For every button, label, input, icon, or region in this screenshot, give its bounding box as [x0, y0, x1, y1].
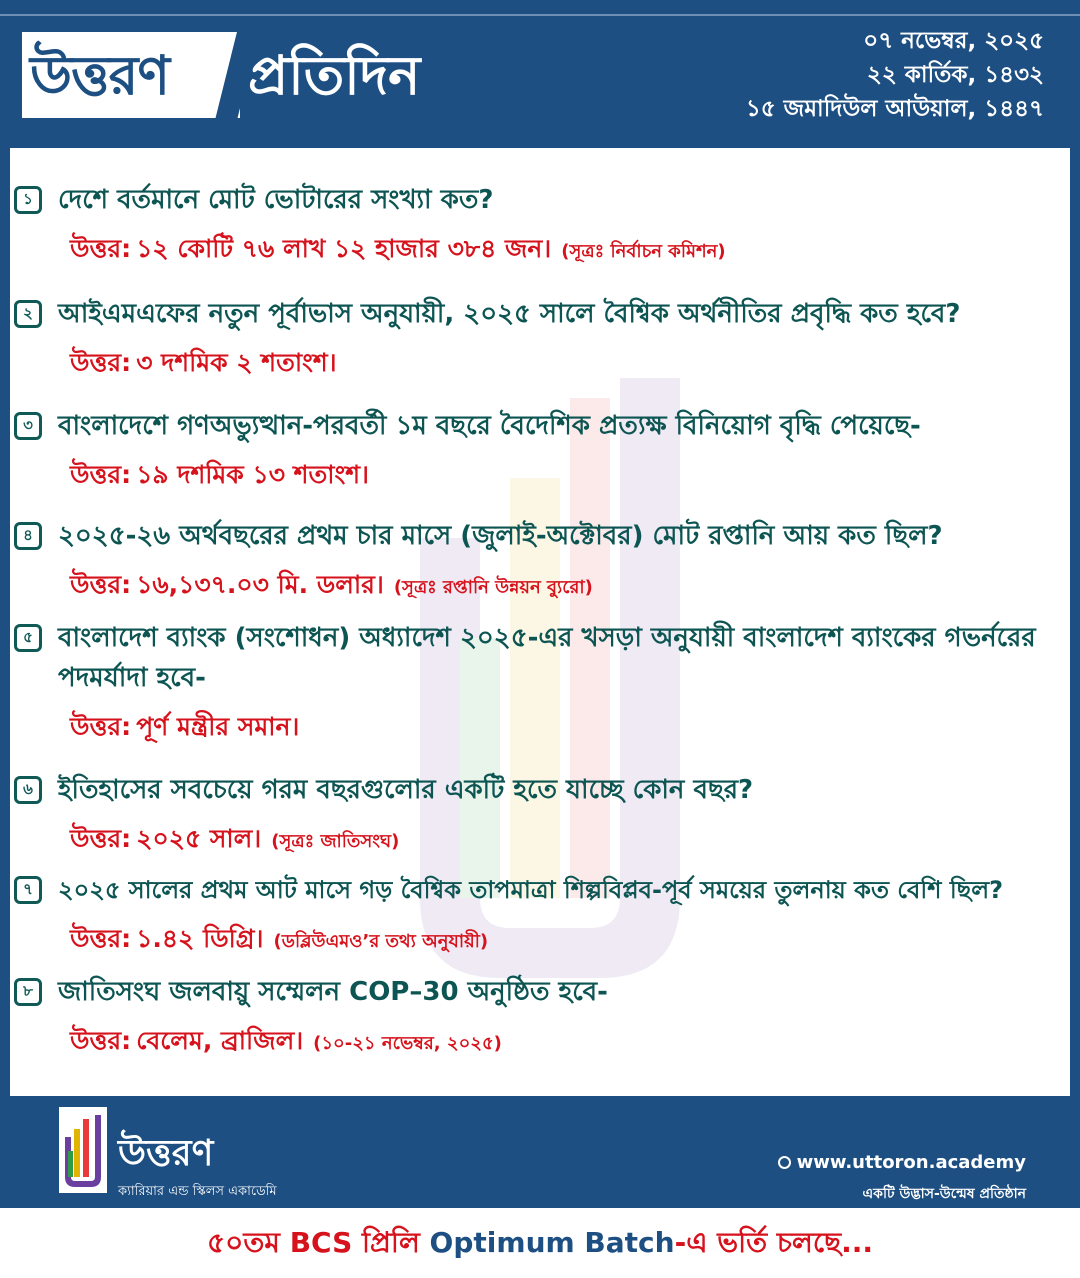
question-text: বাংলাদেশে গণঅভ্যুত্থান-পরবর্তী ১ম বছরে বৈদেশিক প্রত্যক্ষ বিনিয়োগ বৃদ্ধি পেয়েছে-: [58, 411, 921, 441]
answer-label: উত্তর:: [70, 1026, 132, 1055]
answer-text: ৩ দশমিক ২ শতাংশ।: [136, 348, 337, 377]
website-link[interactable]: [778, 1152, 1026, 1173]
question-text: ইতিহাসের সবচেয়ে গরম বছরগুলোর একটি হতে যাচ্ছে কোন বছর?: [58, 775, 754, 805]
website-text: www.uttoron.academy: [796, 1152, 1026, 1173]
answer-source: (১০-২১ নভেম্বর, ২০২৫): [313, 1033, 502, 1054]
date-block: [746, 24, 1044, 126]
question-number: ২: [14, 300, 42, 328]
question-text: দেশে বর্তমানে মোট ভোটারের সংখ্যা কত?: [58, 185, 494, 215]
question-text: ২০২৫-২৬ অর্থবছরের প্রথম চার মাসে (জুলাই-অক্টোবর) মোট রপ্তানি আয় কত ছিল?: [58, 521, 943, 551]
question-number: ৪: [14, 522, 42, 550]
question-text: জাতিসংঘ জলবায়ু সম্মেলন COP–30 অনুষ্ঠিত হবে-: [58, 977, 608, 1007]
parent-org-tagline: একটি উদ্ভাস-উন্মেষ প্রতিষ্ঠান: [862, 1186, 1026, 1202]
answer-text: ১২ কোটি ৭৬ লাখ ১২ হাজার ৩৮৪ জন।: [136, 234, 552, 263]
gregorian-date: ০৭ নভেম্বর, ২০২৫: [863, 28, 1044, 54]
answer-text: ১৬,১৩৭.০৩ মি. ডলার।: [136, 570, 384, 599]
question-number: ৫: [14, 624, 42, 652]
answer-source: (সূত্রঃ রপ্তানি উন্নয়ন ব্যুরো): [393, 577, 593, 598]
hijri-date: ১৫ জমাদিউল আউয়াল, ১৪৪৭: [745, 96, 1044, 122]
bengali-date: ২২ কার্তিক, ১৪৩২: [866, 62, 1044, 88]
banner-admission: -এ ভর্তি চলছে...: [674, 1226, 873, 1259]
question-item-6: [14, 770, 1054, 861]
question-text: বাংলাদেশ ব্যাংক (সংশোধন) অধ্যাদেশ ২০২৫-এর খসড়া অনুযায়ী বাংলাদেশ ব্যাংকের গভর্নরের পদমর্যাদা হবে-: [58, 623, 1036, 693]
globe-icon: [778, 1156, 791, 1169]
question-text: আইএমএফের নতুন পূর্বাভাস অনুযায়ী, ২০২৫ সালে বৈশ্বিক অর্থনীতির প্রবৃদ্ধি কত হবে?: [58, 299, 961, 329]
question-item-8: [14, 972, 1054, 1063]
answer-source: (সূত্রঃ জাতিসংঘ): [271, 831, 400, 852]
question-item-7: [14, 870, 1054, 961]
answer-label: উত্তর:: [70, 570, 132, 599]
admission-banner: [0, 1208, 1080, 1278]
question-item-2: [14, 294, 1054, 385]
answer-text: পূর্ণ মন্ত্রীর সমান।: [136, 712, 300, 741]
answer-label: উত্তর:: [70, 460, 132, 489]
question-number: ৩: [14, 412, 42, 440]
question-number: ৮: [14, 978, 42, 1006]
question-item-5: [14, 618, 1054, 749]
header-divider: [0, 14, 1080, 16]
question-number: ১: [14, 186, 42, 214]
banner-optimum: Optimum Batch: [419, 1226, 675, 1259]
answer-text: ১.৪২ ডিগ্রি।: [136, 924, 264, 953]
banner-batch: ৫০তম BCS প্রিলি: [207, 1226, 420, 1259]
answer-text: ২০২৫ সাল।: [136, 824, 262, 853]
footer-logo-tagline: ক্যারিয়ার এন্ড স্কিলস একাডেমি: [118, 1184, 277, 1199]
footer-logo-name: উত্তরণ: [118, 1133, 214, 1174]
answer-source: (ডব্লিউএমও’র তথ্য অনুযায়ী): [273, 931, 489, 952]
logo-icon: [56, 1104, 110, 1196]
answer-source: (সূত্রঃ নির্বাচন কমিশন): [561, 241, 726, 262]
answer-label: উত্তর:: [70, 234, 132, 263]
brand-name: উত্তরণ: [30, 44, 170, 107]
answer-label: উত্তর:: [70, 824, 132, 853]
answer-text: বেলেম, ব্রাজিল।: [136, 1026, 304, 1055]
question-item-3: [14, 406, 1054, 497]
question-item-1: [14, 180, 1054, 271]
answer-label: উত্তর:: [70, 924, 132, 953]
question-item-4: [14, 516, 1054, 607]
question-text: ২০২৫ সালের প্রথম আট মাসে গড় বৈশ্বিক তাপমাত্রা শিল্পবিপ্লব-পূর্ব সময়ের তুলনায় কত বেশি ছিল?: [58, 876, 1004, 904]
answer-text: ১৯ দশমিক ১৩ শতাংশ।: [136, 460, 369, 489]
question-number: ৭: [14, 876, 42, 904]
answer-label: উত্তর:: [70, 712, 132, 741]
question-number: ৬: [14, 776, 42, 804]
brand-subtitle: প্রতিদিন: [248, 44, 421, 107]
logo-mark-icon: [59, 1107, 107, 1193]
answer-label: উত্তর:: [70, 348, 132, 377]
